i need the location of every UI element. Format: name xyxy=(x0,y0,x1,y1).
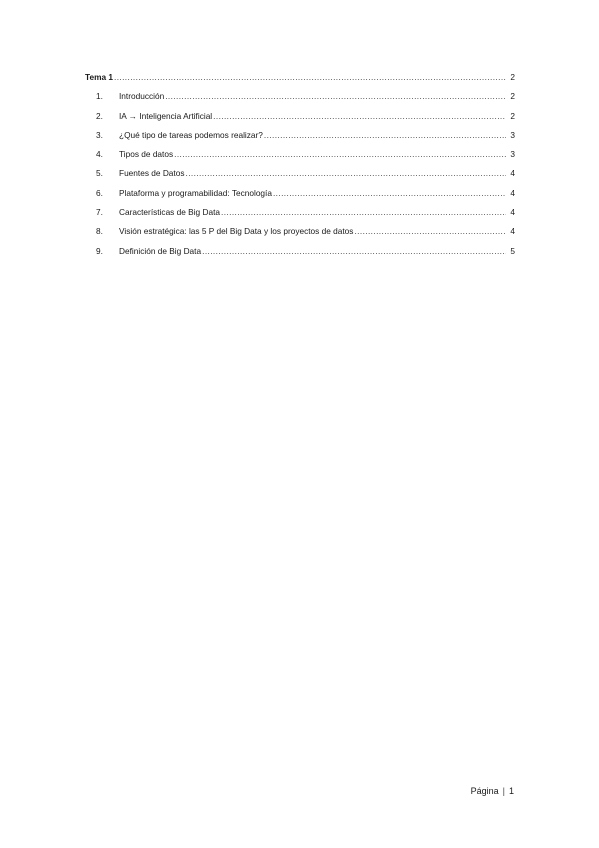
toc-entry-label: Plataforma y programabilidad: Tecnología xyxy=(119,187,272,198)
toc-entry-label: ¿Qué tipo de tareas podemos realizar? xyxy=(119,129,263,140)
toc-leader-dots xyxy=(114,71,506,83)
toc-entry-6[interactable] xyxy=(85,187,515,206)
toc-entry-number: 5. xyxy=(96,168,103,179)
footer-page-number: 1 xyxy=(508,786,514,796)
toc-entry-label: Definición de Big Data xyxy=(119,245,202,256)
toc-entry-label: IA → Inteligencia Artificial xyxy=(119,110,213,121)
toc-page-number: 5 xyxy=(510,245,515,256)
toc-leader-dots xyxy=(165,90,506,102)
toc-entry-label: Características de Big Data xyxy=(119,207,220,218)
toc-leader-dots xyxy=(264,129,506,141)
toc-chapter-entry[interactable] xyxy=(85,71,515,90)
toc-entry-label: Tipos de datos xyxy=(119,149,174,160)
toc-entry-7[interactable] xyxy=(85,206,515,225)
toc-entry-4[interactable] xyxy=(85,148,515,167)
toc-page-number: 2 xyxy=(510,110,515,121)
toc-page-number: 4 xyxy=(510,207,515,218)
toc-page-number: 4 xyxy=(510,168,515,179)
toc-leader-dots xyxy=(273,187,506,199)
toc-entry-label: Introducción xyxy=(119,91,165,102)
toc-page-number: 2 xyxy=(510,91,515,102)
toc-leader-dots xyxy=(354,225,506,237)
toc-entry-2[interactable] xyxy=(85,110,515,129)
footer-separator: | xyxy=(502,786,505,796)
toc-entry-number: 8. xyxy=(96,226,103,237)
toc-entry-number: 9. xyxy=(96,245,103,256)
toc-entry-number: 1. xyxy=(96,91,103,102)
toc-entry-3[interactable] xyxy=(85,129,515,148)
toc-leader-dots xyxy=(202,245,506,257)
toc-entry-label: Fuentes de Datos xyxy=(119,168,185,179)
toc-page-number: 2 xyxy=(510,72,515,82)
toc-entry-number: 3. xyxy=(96,129,103,140)
toc-page-number: 3 xyxy=(510,129,515,140)
toc-page-number: 3 xyxy=(510,149,515,160)
toc-entry-9[interactable] xyxy=(85,245,515,264)
toc-leader-dots xyxy=(174,148,506,160)
page-footer xyxy=(471,786,514,796)
toc-entry-number: 4. xyxy=(96,149,103,160)
table-of-contents xyxy=(85,71,515,264)
toc-leader-dots xyxy=(213,110,506,122)
toc-leader-dots xyxy=(221,206,506,218)
toc-entry-label: Visión estratégica: las 5 P del Big Data y los proyectos de datos xyxy=(119,226,354,237)
footer-page-word: Página xyxy=(470,786,499,796)
toc-page-number: 4 xyxy=(510,187,515,198)
toc-entry-number: 7. xyxy=(96,207,103,218)
toc-entry-number: 2. xyxy=(96,110,103,121)
toc-chapter-label: Tema 1 xyxy=(85,72,113,82)
toc-entry-number: 6. xyxy=(96,187,103,198)
toc-entry-8[interactable] xyxy=(85,225,515,244)
toc-entry-1[interactable] xyxy=(85,90,515,109)
toc-page-number: 4 xyxy=(510,226,515,237)
toc-entry-5[interactable] xyxy=(85,167,515,186)
toc-leader-dots xyxy=(186,167,507,179)
